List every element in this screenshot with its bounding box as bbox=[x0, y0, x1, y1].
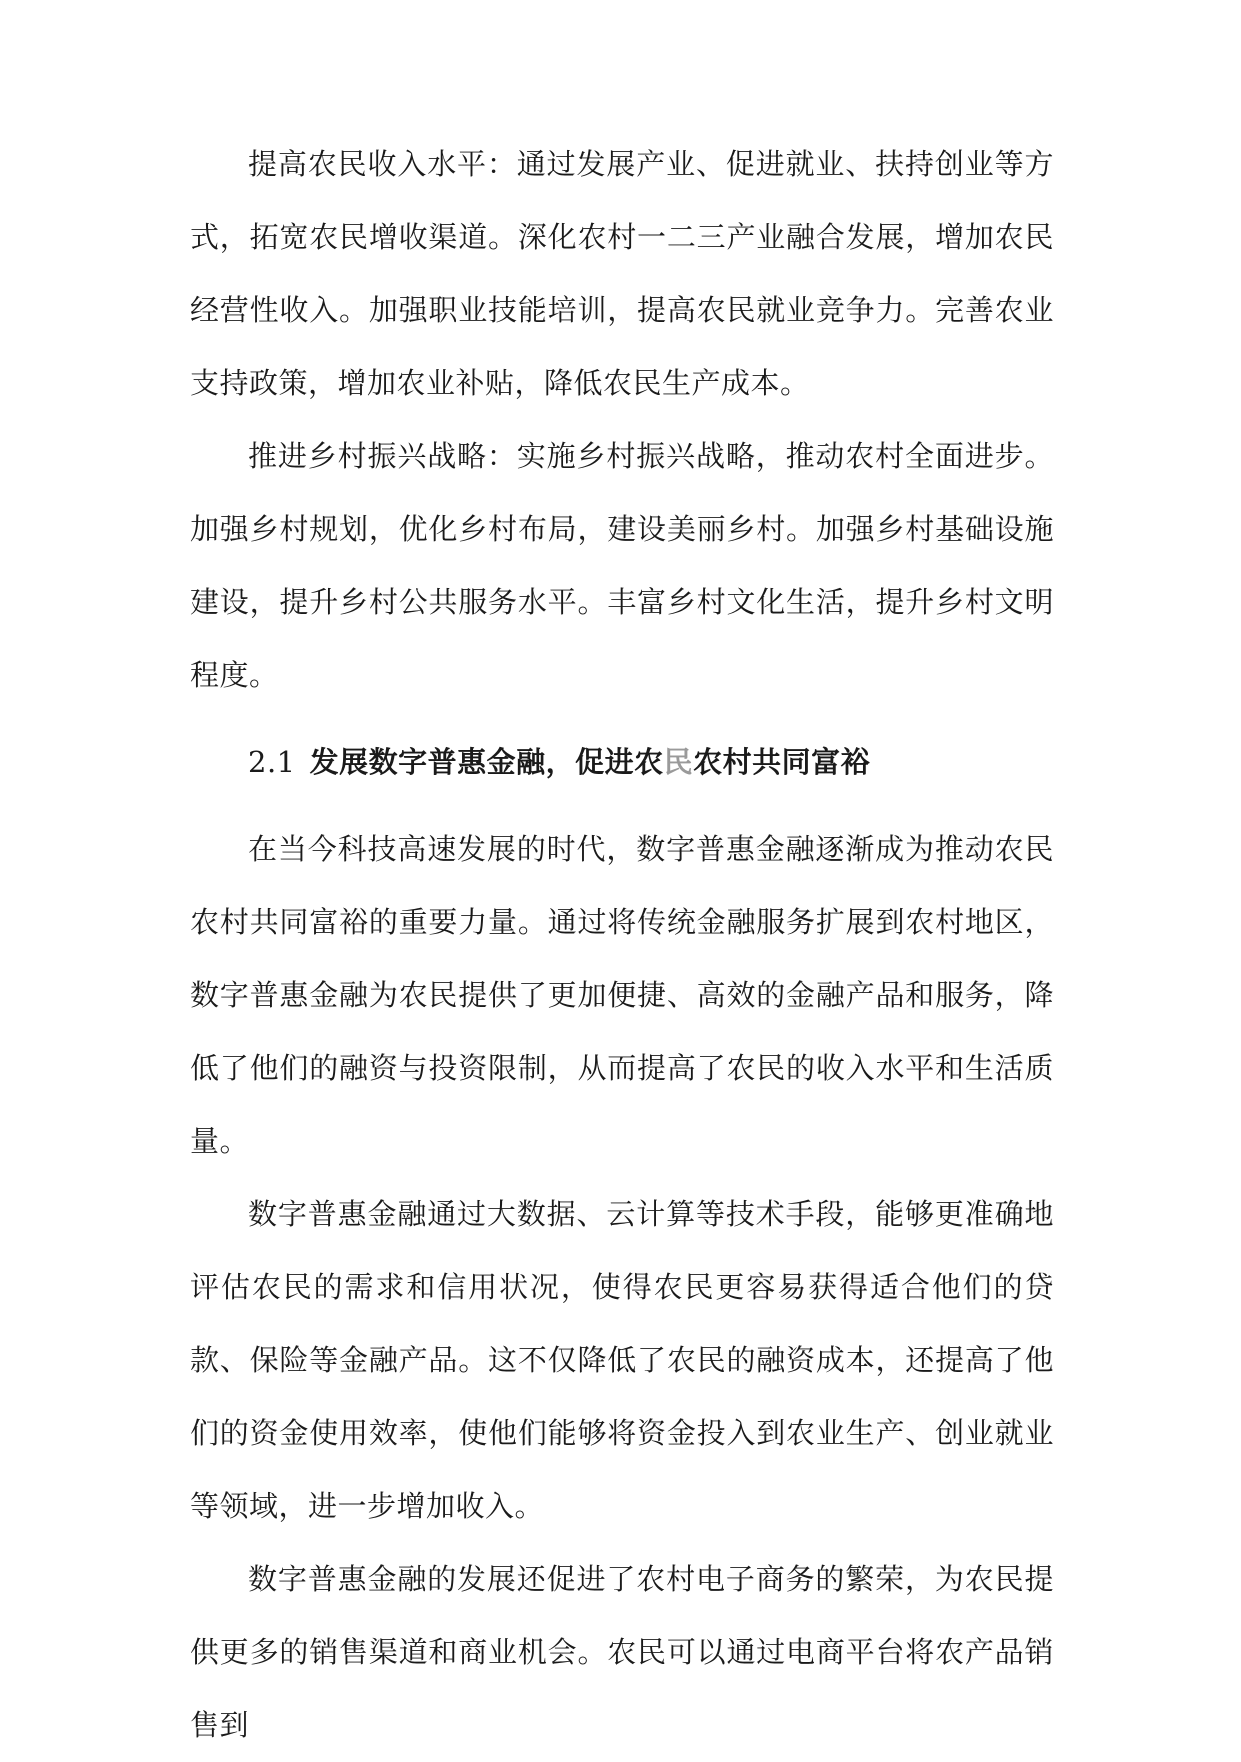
paragraph-rural-revitalization: 推进乡村振兴战略：实施乡村振兴战略，推动农村全面进步。加强乡村规划，优化乡村布局，建设美丽乡村。加强乡村基础设施建设，提升乡村公共服务水平。丰富乡村文化生活，提升乡村文明程度。 bbox=[190, 439, 1054, 692]
section-number: 2.1 bbox=[248, 745, 296, 779]
paragraph-digital-finance-technology: 数字普惠金融通过大数据、云计算等技术手段，能够更准确地评估农民的需求和信用状况，使得农民更容易获得适合他们的贷款、保险等金融产品。这不仅降低了农民的融资成本，还提高了他们的资金使用效率，使他们能够将资金投入到农业生产、创业就业等领域，进一步增加收入。 bbox=[190, 1197, 1054, 1523]
section-heading bbox=[190, 712, 1054, 813]
section-title-faded-char: 民 bbox=[663, 745, 694, 779]
paragraph-digital-finance-ecommerce: 数字普惠金融的发展还促进了农村电子商务的繁荣，为农民提供更多的销售渠道和商业机会。农民可以通过电商平台将农产品销售到 bbox=[190, 1562, 1054, 1742]
section-title-part2: 农村共同富裕 bbox=[693, 745, 871, 779]
document-page bbox=[190, 128, 1054, 1762]
paragraph-farmer-income: 提高农民收入水平：通过发展产业、促进就业、扶持创业等方式，拓宽农民增收渠道。深化农村一二三产业融合发展，增加农民经营性收入。加强职业技能培训，提高农民就业竞争力。完善农业支持政策，增加农业补贴，降低农民生产成本。 bbox=[190, 147, 1054, 400]
section-title-part1: 发展数字普惠金融，促进农 bbox=[309, 745, 664, 779]
paragraph-digital-finance-intro: 在当今科技高速发展的时代，数字普惠金融逐渐成为推动农民农村共同富裕的重要力量。通过将传统金融服务扩展到农村地区，数字普惠金融为农民提供了更加便捷、高效的金融产品和服务，降低了他们的融资与投资限制，从而提高了农民的收入水平和生活质量。 bbox=[190, 832, 1054, 1158]
